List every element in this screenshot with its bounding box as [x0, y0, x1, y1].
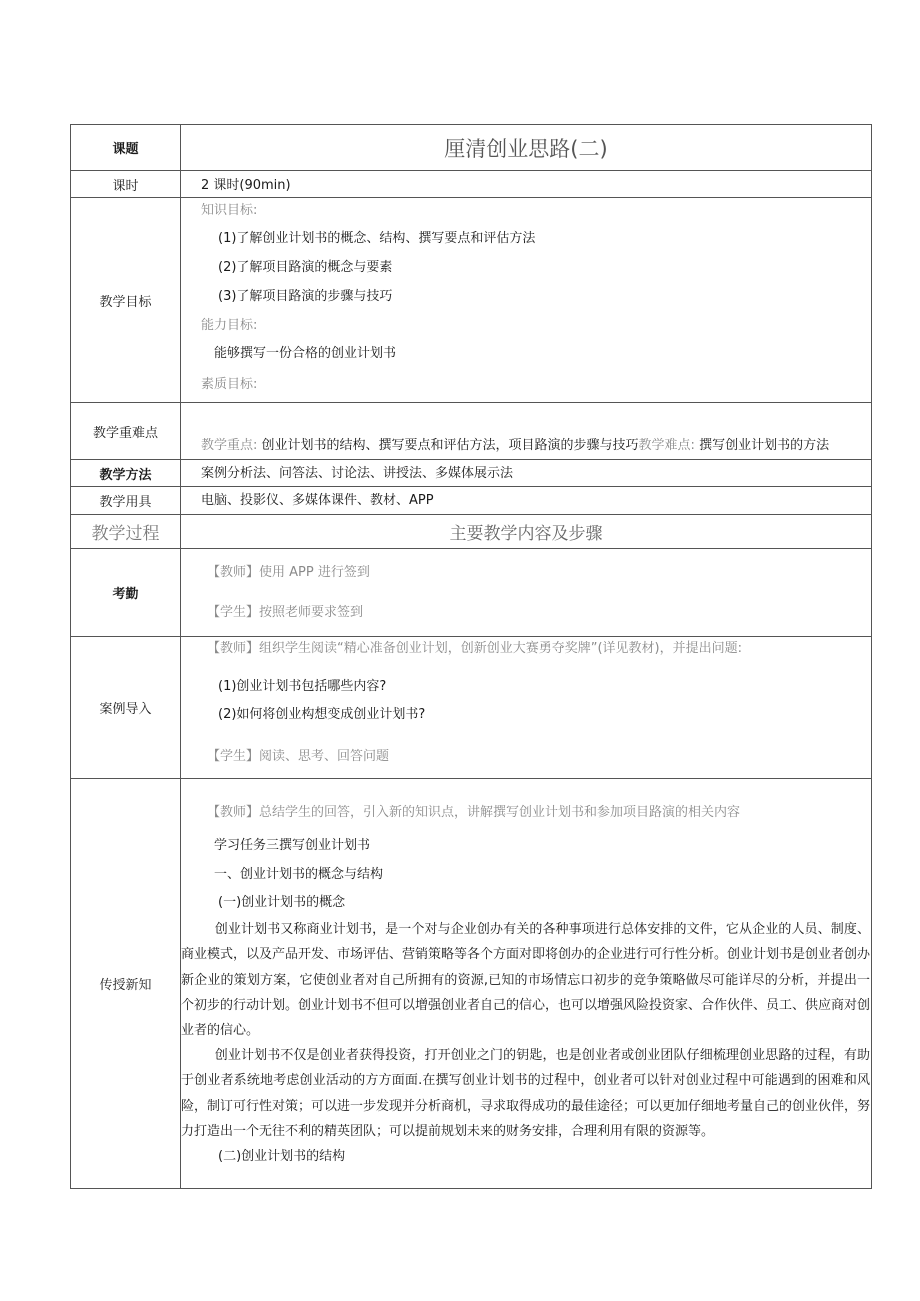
methods-value: 案例分析法、问答法、讨论法、讲授法、多媒体展示法	[201, 466, 514, 481]
knowledge-goal-item: (1)了解创业计划书的概念、结构、撰写要点和评估方法	[218, 231, 536, 246]
tools-value: 电脑、投影仪、多媒体课件、教材、APP	[201, 493, 434, 508]
knowledge-goal-item: (3)了解项目路演的步骤与技巧	[218, 289, 393, 304]
hours-row-label: 课时	[112, 178, 139, 194]
subsection-heading: (一)创业计划书的概念	[218, 895, 346, 910]
keypoints-row-label: 教学重难点	[92, 425, 158, 441]
section-heading: 一、创业计划书的概念与结构	[214, 867, 384, 882]
process-header-right: 主要教学内容及步骤	[449, 524, 603, 544]
hours-value: 2 课时(90min)	[201, 178, 291, 193]
tools-row-label: 教学用具	[99, 495, 152, 510]
knowledge-goals-heading: 知识目标:	[201, 203, 258, 218]
table-row-divider	[70, 197, 872, 198]
table-row-divider	[70, 778, 872, 779]
case-teacher: 【教师】组织学生阅读“精心准备创业计划，创新创业大赛勇夺奖牌”(详见教材)，并提出问题:	[207, 641, 742, 656]
body-paragraph: 创业计划书不仅是创业者获得投资，打开创业之门的钥匙，也是创业者或创业团队仔细梳理创业思路的过程，有助于创业者系统地考虑创业活动的方方面面.在撰写创业计划书的过程中，创业者可以针对创业过程中可能遇到的困难和风险，制订可行性对策；可以进一步发现并分析商机，寻求取得成功的最佳途径；可以更加仔细地考量自己的创业伙伴，努力打造出一个无往不利的精英团队；可以提前规划未来的财务安排，合理利用有限的资源等。	[181, 1048, 871, 1139]
new-knowledge-teacher: 【教师】总结学生的回答，引入新的知识点，讲解撰写创业计划书和参加项目路演的相关内容	[207, 805, 741, 820]
title-row-label: 课题	[112, 142, 139, 157]
table-row-divider	[70, 636, 872, 637]
table-border-right	[871, 124, 872, 1189]
ability-goals-heading: 能力目标:	[201, 318, 258, 333]
table-row-divider	[70, 1188, 872, 1189]
page-title: 厘清创业思路(二)	[444, 136, 608, 161]
keypoints-line	[201, 439, 829, 452]
case-student: 【学生】阅读、思考、回答问题	[207, 749, 390, 764]
subsection-heading: (二)创业计划书的结构	[218, 1149, 346, 1164]
case-question: (2)如何将创业构想变成创业计划书?	[218, 707, 426, 722]
difficult-text: 撰写创业计划书的方法	[699, 438, 830, 453]
case-row-label: 案例导入	[99, 702, 152, 717]
ability-goal-item: 能够撰写一份合格的创业计划书	[214, 346, 397, 361]
table-row-divider	[70, 459, 872, 460]
key-text: 创业计划书的结构、撰写要点和评估方法，项目路演的步骤与技巧	[261, 438, 639, 453]
process-header-left: 教学过程	[91, 524, 160, 544]
table-row-divider	[70, 402, 872, 403]
attendance-row-label: 考勤	[112, 587, 139, 602]
learning-task-heading: 学习任务三撰写创业计划书	[214, 838, 371, 853]
methods-row-label: 教学方法	[99, 467, 152, 483]
table-row-divider	[70, 170, 872, 171]
goals-row-label: 教学目标	[99, 294, 152, 310]
knowledge-goal-item: (2)了解项目路演的概念与要素	[218, 260, 393, 275]
body-paragraph: 创业计划书又称商业计划书，是一个对与企业创办有关的各种事项进行总体安排的文件，它从企业的人员、制度、商业模式，以及产品开发、市场评估、营销策略等各个方面对即将创办的企业进行可行性分析。创业计划书是创业者创办新企业的策划方案，它使创业者对自己所拥有的资源,已知的市场情忘口初步的竞争策略做尽可能详尽的分析，并提出一个初步的行动计划。创业计划书不但可以增强创业者自己的信心，也可以增强风险投资家、合作伙伴、员工、供应商对创业者的信心。	[181, 922, 871, 1039]
difficult-heading: 教学难点:	[638, 438, 695, 453]
attendance-student: 【学生】按照老师要求签到	[207, 605, 364, 620]
attendance-teacher: 【教师】使用 APP 进行签到	[207, 565, 370, 580]
table-row-divider	[70, 548, 872, 549]
table-row-divider	[70, 486, 872, 487]
case-question: (1)创业计划书包括哪些内容?	[218, 679, 387, 694]
new-knowledge-row-label: 传授新知	[99, 978, 152, 993]
quality-goals-heading: 素质目标:	[201, 377, 258, 392]
key-heading: 教学重点:	[201, 438, 258, 453]
